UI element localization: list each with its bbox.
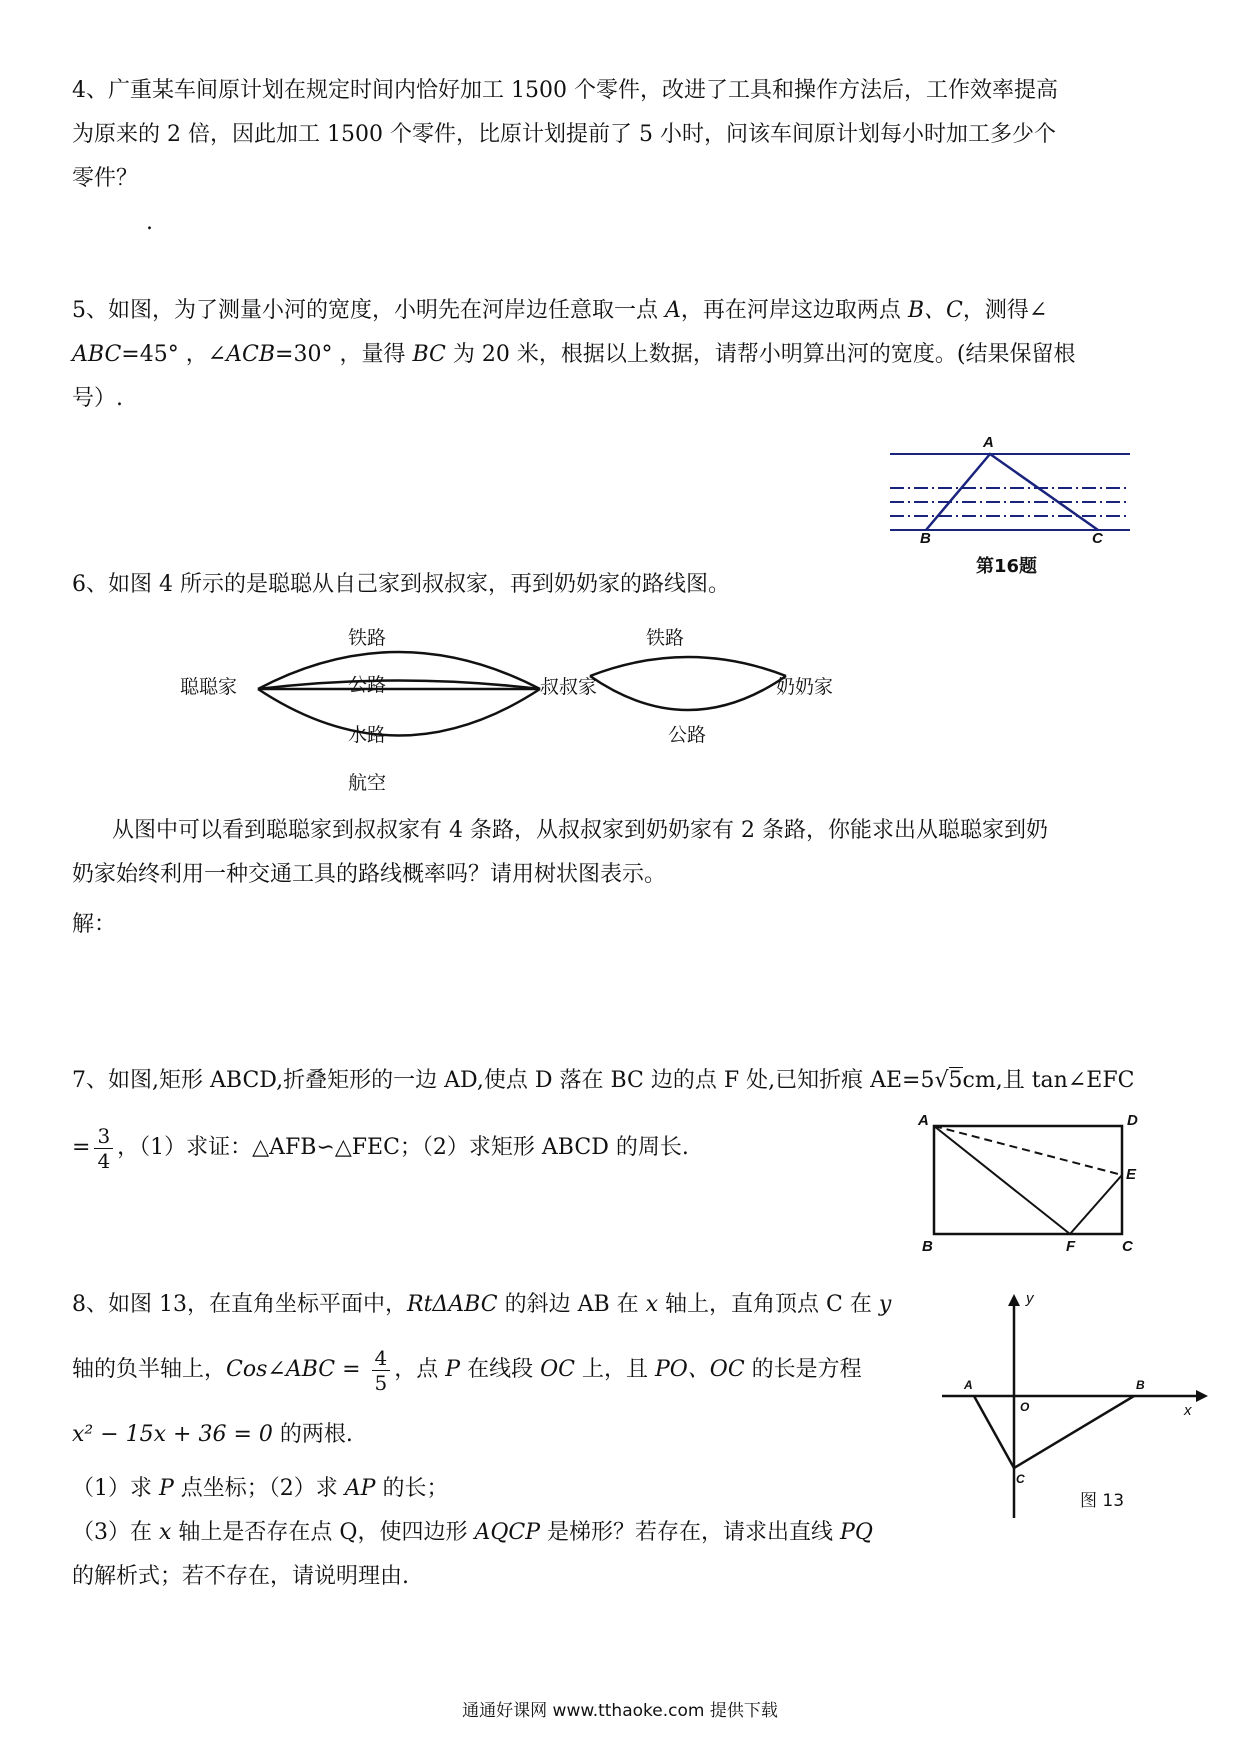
- q7-line2: = $\frac{3}{4}$ ，（1）求证：△AFB∽△FEC；（2）求矩形 ABCD 的周长.: [72, 1123, 689, 1173]
- point-b-label: B: [920, 530, 931, 547]
- q6-solution-label: 解：: [72, 912, 117, 937]
- q6-line2: 从图中可以看到聪聪家到叔叔家有 4 条路，从叔叔家到奶奶家有 2 条路，你能求出从聪聪家到奶: [112, 818, 1048, 843]
- coord-label-b: B: [1136, 1378, 1145, 1392]
- triangle-abc-coord: [974, 1396, 1134, 1468]
- rect-label-e: E: [1126, 1166, 1137, 1183]
- x-axis-arrow: [1196, 1390, 1208, 1402]
- q8-line4: （1）求 P 点坐标；（2）求 AP 的长；: [72, 1476, 449, 1501]
- label-air: 航空: [348, 772, 387, 794]
- rect-label-b: B: [922, 1238, 933, 1255]
- sqrt-symbol: √: [934, 1068, 949, 1093]
- q4-line2: 为原来的 2 倍，因此加工 1500 个零件，比原计划提前了 5 小时，问该车间原计划每小时加工多少个: [72, 122, 1056, 147]
- point-c-label: C: [1092, 530, 1103, 547]
- figure-caption-13: 图 13: [1080, 1491, 1125, 1511]
- q5-line1: 5、如图，为了测量小河的宽度，小明先在河岸边任意取一点 A，再在河岸这边取两点 B、C，测得∠: [72, 298, 1048, 323]
- q5-line3: 号）.: [72, 386, 123, 411]
- q4-line1: 4、广重某车间原计划在规定时间内恰好加工 1500 个零件，改进了工具和操作方法后，工作效率提高: [72, 78, 1058, 103]
- q8-line3: x² − 15x + 36 = 0 的两根.: [72, 1422, 353, 1447]
- q4-line3: 零件？: [72, 166, 139, 191]
- label-railway-1: 铁路: [348, 627, 387, 649]
- q6-line3: 奶家始终利用一种交通工具的路线概率吗？请用树状图表示。: [72, 862, 667, 887]
- rect-label-d: D: [1127, 1112, 1138, 1129]
- rect-label-a: A: [918, 1112, 929, 1129]
- y-axis-arrow: [1008, 1294, 1020, 1306]
- rect-label-f: F: [1066, 1238, 1076, 1255]
- coord-label-y: y: [1026, 1290, 1034, 1307]
- figure-caption-16: 第16题: [976, 556, 1038, 577]
- fraction-3-4: $\frac{3}{4}$: [94, 1124, 113, 1173]
- q8-line1: 8、如图 13，在直角坐标平面中，RtΔABC 的斜边 AB 在 x 轴上，直角顶点 C 在 y: [72, 1292, 892, 1317]
- page-footer: 通通好课网 www.tthaoke.com 提供下载: [462, 1701, 778, 1721]
- coord-label-c: C: [1016, 1472, 1025, 1486]
- label-railway-2: 铁路: [646, 627, 685, 649]
- point-a-label: A: [983, 434, 994, 451]
- label-road-2: 公路: [668, 724, 707, 746]
- fraction-4-5: $\frac{4}{5}$: [372, 1346, 391, 1395]
- q8-line5: （3）在 x 轴上是否存在点 Q，使四边形 AQCP 是梯形？若存在，请求出直线 PQ: [72, 1520, 873, 1545]
- q4-dot: .: [146, 210, 153, 235]
- q8-line6: 的解析式；若不存在，请说明理由.: [72, 1564, 409, 1589]
- q5-line2: ABC=45° ，∠ACB=30° ，量得 BC 为 20 米，根据以上数据，请帮小明算出河的宽度。(结果保留根: [72, 342, 1076, 367]
- label-road-1: 公路: [348, 674, 387, 696]
- label-home: 聪聪家: [180, 676, 238, 698]
- label-water: 水路: [348, 724, 387, 746]
- coord-label-o: O: [1020, 1400, 1030, 1414]
- rect-label-c: C: [1122, 1238, 1133, 1255]
- q6-line1: 6、如图 4 所示的是聪聪从自己家到叔叔家，再到奶奶家的路线图。: [72, 572, 730, 597]
- coord-label-x: x: [1184, 1402, 1192, 1419]
- coord-label-a: A: [964, 1378, 973, 1392]
- q8-line2: 轴的负半轴上，Cos∠ABC = $\frac{4}{5}$ ，点 P 在线段 OC 上，且 PO、OC 的长是方程: [72, 1345, 862, 1395]
- label-grandma: 奶奶家: [776, 676, 834, 698]
- label-uncle: 叔叔家: [540, 676, 598, 698]
- q7-line1: 7、如图,矩形 ABCD,折叠矩形的一边 AD,使点 D 落在 BC 边的点 F 处,已知折痕 AE=5√5cm,且 tan∠EFC: [72, 1068, 1135, 1093]
